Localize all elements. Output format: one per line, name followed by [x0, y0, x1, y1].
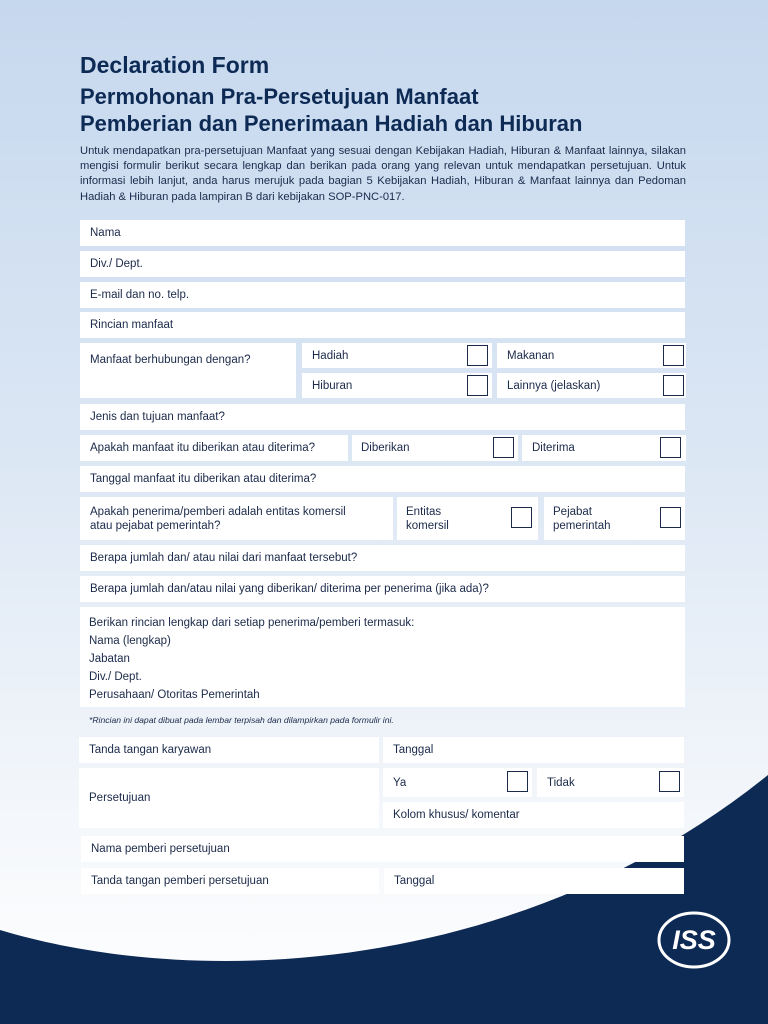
option-hiburan: [302, 373, 492, 398]
entitas-label-line1: Entitas: [406, 505, 442, 518]
ya-checkbox[interactable]: [507, 771, 528, 792]
entity-question: [80, 497, 393, 540]
dept-field[interactable]: [80, 251, 685, 277]
diterima-label: Diterima: [532, 442, 575, 454]
tidak-checkbox[interactable]: [659, 771, 680, 792]
hadiah-checkbox[interactable]: [467, 345, 488, 366]
diberikan-checkbox[interactable]: [493, 437, 514, 458]
option-lainnya: [497, 373, 686, 398]
form-subtitle-line1: Permohonan Pra-Persetujuan Manfaat: [80, 84, 479, 109]
separate-sheet-note: *Rincian ini dapat dibuat pada lembar terpisah dan dilampirkan pada formulir ini.: [89, 715, 394, 725]
per-recipient-amount-field[interactable]: [80, 576, 685, 602]
approver-name-label: Nama pemberi persetujuan: [91, 843, 230, 855]
benefit-amount-label: Berapa jumlah dan/ atau nilai dari manfaat tersebut?: [90, 552, 358, 564]
makanan-checkbox[interactable]: [663, 345, 684, 366]
approver-date-field[interactable]: [384, 868, 684, 894]
recipient-details-text: [89, 614, 414, 704]
iss-logo-icon: [656, 910, 732, 970]
details-item: Jabatan: [89, 653, 130, 665]
given-received-label: Apakah manfaat itu diberikan atau diterima?: [90, 442, 316, 454]
entity-question-line1: Apakah penerima/pemberi adalah entitas komersil: [90, 505, 346, 518]
name-label: Nama: [90, 227, 121, 239]
recipient-details-question: Berikan rincian lengkap dari setiap penerima/pemberi termasuk:: [89, 617, 415, 629]
ya-label: Ya: [393, 776, 407, 789]
entitas-komersil-checkbox[interactable]: [511, 507, 532, 528]
form-subtitle-line2: Pemberian dan Penerimaan Hadiah dan Hiburan: [80, 111, 583, 136]
details-item: Nama (lengkap): [89, 635, 171, 647]
benefit-details-field[interactable]: [80, 312, 685, 338]
lainnya-label: Lainnya (jelaskan): [507, 379, 601, 392]
per-recipient-amount-label: Berapa jumlah dan/atau nilai yang diberikan/ diterima per penerima (jika ada)?: [90, 583, 489, 595]
intro-text: Untuk mendapatkan pra-persetujuan Manfaat yang sesuai dengan Kebijakan Hadiah, Hiburan & Manfaat lainnya, silakan mengisi formulir berikut secara lengkap dan berikan pada orang yang relevan untuk mendapatkan persetujuan. Untuk informasi lebih lanjut, anda harus merujuk pada bagian 5 Kebijakan Hadiah, Hiburan & Manfaat lainnya dan Pedoman Hadiah & Hiburan pada lampiran B dari kebijakan SOP-PNC-017.: [80, 145, 686, 203]
benefit-type-field[interactable]: [80, 404, 685, 430]
lainnya-checkbox[interactable]: [663, 375, 684, 396]
approver-signature-field[interactable]: [81, 868, 379, 894]
iss-logo-text: ISS: [672, 925, 716, 955]
entity-question-line2: atau pejabat pemerintah?: [90, 519, 221, 532]
approver-signature-label: Tanda tangan pemberi persetujuan: [91, 875, 269, 887]
hiburan-checkbox[interactable]: [467, 375, 488, 396]
approval-label: Persetujuan: [89, 792, 151, 804]
pejabat-pemerintah-checkbox[interactable]: [660, 507, 681, 528]
hadiah-label: Hadiah: [312, 349, 349, 362]
diberikan-label: Diberikan: [361, 442, 410, 454]
pejabat-label-line1: Pejabat: [553, 505, 593, 518]
pejabat-label-line2: pemerintah: [553, 519, 611, 532]
benefit-details-label: Rincian manfaat: [90, 319, 174, 331]
comments-field[interactable]: [383, 802, 684, 828]
benefit-date-label: Tanggal manfaat itu diberikan atau diterima?: [90, 473, 317, 485]
employee-signature-field[interactable]: [79, 737, 379, 763]
employee-signature-label: Tanda tangan karyawan: [89, 744, 212, 756]
makanan-label: Makanan: [507, 349, 555, 362]
benefit-related-question: [80, 343, 296, 398]
comments-label: Kolom khusus/ komentar: [393, 809, 520, 821]
email-phone-label: E-mail dan no. telp.: [90, 289, 190, 301]
email-phone-field[interactable]: [80, 282, 685, 308]
benefit-type-label: Jenis dan tujuan manfaat?: [90, 411, 225, 423]
approver-name-field[interactable]: [81, 836, 684, 862]
option-makanan: [497, 343, 686, 368]
benefit-date-field[interactable]: [80, 466, 685, 492]
details-item: Div./ Dept.: [89, 671, 142, 683]
approver-date-label: Tanggal: [394, 875, 435, 887]
form-title: Declaration Form: [80, 52, 270, 78]
hiburan-label: Hiburan: [312, 379, 353, 392]
employee-date-field[interactable]: [383, 737, 684, 763]
tidak-label: Tidak: [547, 776, 575, 789]
diterima-checkbox[interactable]: [660, 437, 681, 458]
entitas-label-line2: komersil: [406, 519, 449, 532]
name-field[interactable]: [80, 220, 685, 246]
employee-date-label: Tanggal: [393, 744, 434, 756]
details-item: Perusahaan/ Otoritas Pemerintah: [89, 689, 260, 701]
approval-label-box: [79, 768, 379, 828]
given-received-question: [80, 435, 348, 461]
benefit-amount-field[interactable]: [80, 545, 685, 571]
option-hadiah: [302, 343, 492, 368]
dept-label: Div./ Dept.: [90, 258, 143, 270]
benefit-related-label: Manfaat berhubungan dengan?: [90, 354, 251, 366]
